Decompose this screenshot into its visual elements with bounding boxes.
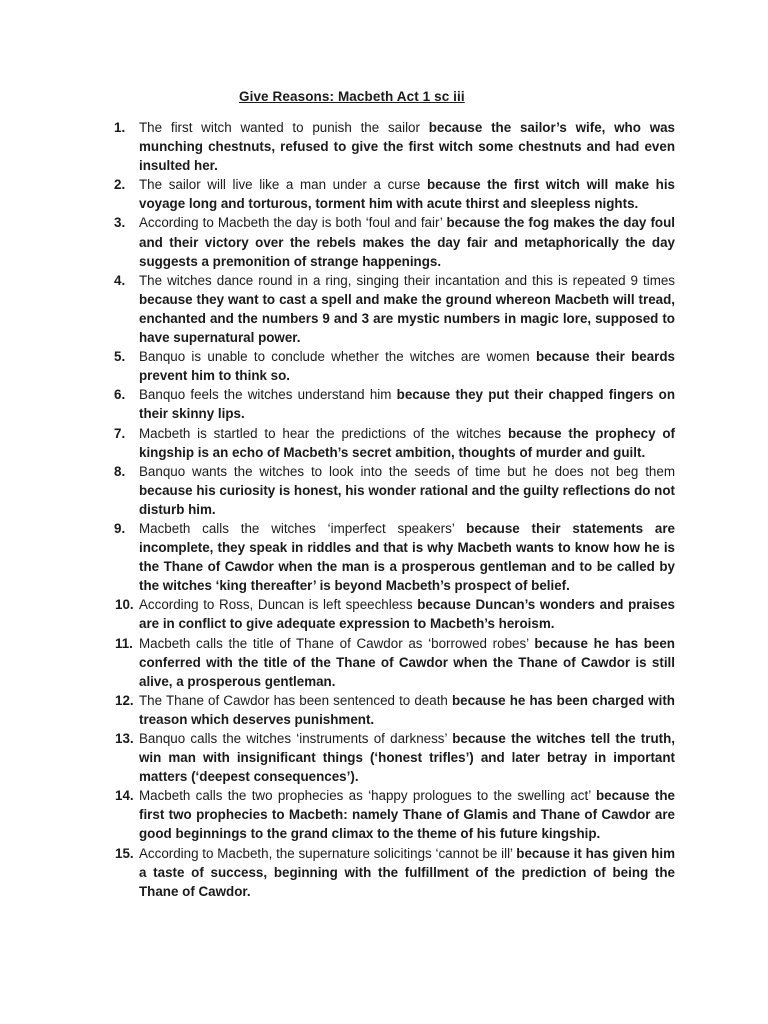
- item-statement: Banquo feels the witches understand him: [139, 387, 397, 403]
- item-reason: because the witches tell the truth, win man with insignificant things (‘honest trifles’) and later betray in important matters (‘deepest consequences’).: [139, 731, 675, 785]
- item-reason: because the sailor’s wife, who was munching chestnuts, refused to give the first witch some chestnuts and had even insulted her.: [139, 120, 675, 174]
- item-statement: Macbeth is startled to hear the predictions of the witches: [139, 425, 508, 441]
- list-item: [115, 844, 675, 901]
- item-number: 6.: [114, 387, 126, 403]
- item-reason: because their beards prevent him to think so.: [139, 349, 675, 384]
- item-number: 1.: [114, 120, 126, 135]
- item-reason: because Duncan’s wonders and praises are in conflict to give adequate expression to Macbeth’s heroism.: [139, 597, 675, 632]
- item-number: 2.: [114, 177, 126, 193]
- item-number: 4.: [114, 272, 126, 288]
- item-reason: because he has been conferred with the title of the Thane of Cawdor when the Thane of Cawdor is still alive, a prosperous gentleman.: [139, 635, 675, 689]
- item-reason: because his curiosity is honest, his wonder rational and the guilty reflections do not disturb him.: [139, 482, 675, 517]
- list-item: [115, 691, 675, 729]
- item-statement: Banquo calls the witches ‘instruments of darkness’: [139, 731, 453, 746]
- item-number: 9.: [114, 520, 126, 536]
- list-item: [115, 786, 675, 843]
- list-item: [114, 462, 675, 519]
- item-statement: According to Ross, Duncan is left speechless: [139, 597, 418, 613]
- item-reason: because they want to cast a spell and make the ground whereon Macbeth will tread, enchanted and the numbers 9 and 3 are mystic numbers in magic lore, supposed to have supernatural power.: [139, 291, 675, 346]
- item-reason: because he has been charged with treason which deserves punishment.: [139, 692, 675, 727]
- item-number: 14.: [115, 788, 134, 804]
- list-item: [115, 595, 675, 633]
- item-number: 10.: [115, 597, 134, 613]
- item-number: 3.: [114, 215, 126, 231]
- item-reason: because the first two prophecies to Macbeth: namely Thane of Glamis and Thane of Cawdor are good beginnings to the grand climax to the theme of his future kingship.: [139, 788, 675, 842]
- item-statement: Macbeth calls the witches ‘imperfect speakers’: [139, 520, 467, 536]
- list-item: [114, 385, 675, 423]
- item-statement: The first witch wanted to punish the sailor: [139, 120, 429, 135]
- list-item: [114, 175, 675, 213]
- item-statement: The witches dance round in a ring, singing their incantation and this is repeated 9 times: [139, 272, 675, 288]
- list-item: [114, 271, 675, 347]
- item-number: 5.: [114, 349, 126, 365]
- item-reason: because their statements are incomplete, they speak in riddles and that is why Macbeth wants to know how he is the Thane of Cawdor when the man is a prosperous gentleman and to be called by the witches ‘king thereafter’ is beyond Macbeth’s prospect of belief.: [139, 520, 675, 594]
- item-reason: because the first witch will make his voyage long and torturous, torment him with acute thirst and sleepless nights.: [139, 177, 675, 212]
- item-statement: Banquo is unable to conclude whether the witches are women: [139, 349, 536, 365]
- item-number: 13.: [115, 731, 134, 746]
- item-statement: Macbeth calls the title of Thane of Cawdor as ‘borrowed robes’: [139, 635, 535, 651]
- item-statement: The Thane of Cawdor has been sentenced to death: [139, 692, 452, 708]
- item-number: 12.: [115, 692, 134, 708]
- item-number: 11.: [115, 635, 133, 651]
- item-number: 7.: [114, 425, 126, 441]
- item-reason: because it has given him a taste of success, beginning with the fulfillment of the prediction of being the Thane of Cawdor.: [139, 845, 675, 899]
- list-item: [115, 634, 675, 691]
- item-number: 8.: [114, 463, 126, 479]
- item-statement: According to Macbeth, the supernature solicitings ‘cannot be ill’: [139, 845, 517, 861]
- list-item: [114, 118, 675, 175]
- item-reason: because the fog makes the day foul and their victory over the rebels makes the day fair and metaphorically the day suggests a premonition of strange happenings.: [139, 215, 675, 269]
- item-statement: According to Macbeth the day is both ‘foul and fair’: [139, 215, 447, 231]
- item-statement: Banquo wants the witches to look into the seeds of time but he does not beg them: [139, 463, 675, 479]
- list-item: [114, 424, 675, 462]
- item-reason: because the prophecy of kingship is an echo of Macbeth’s secret ambition, thoughts of murder and guilt.: [139, 425, 675, 460]
- item-number: 15.: [115, 845, 134, 861]
- item-statement: Macbeth calls the two prophecies as ‘happy prologues to the swelling act’: [139, 788, 596, 804]
- list-item: [114, 213, 675, 270]
- list-item: [115, 729, 675, 786]
- list-item: [114, 347, 675, 385]
- item-reason: because they put their chapped fingers on their skinny lips.: [139, 387, 675, 422]
- item-statement: The sailor will live like a man under a curse: [139, 177, 427, 193]
- list-item: [114, 519, 675, 595]
- reasons-list: [114, 118, 675, 901]
- page-title: Give Reasons: Macbeth Act 1 sc iii: [239, 89, 465, 104]
